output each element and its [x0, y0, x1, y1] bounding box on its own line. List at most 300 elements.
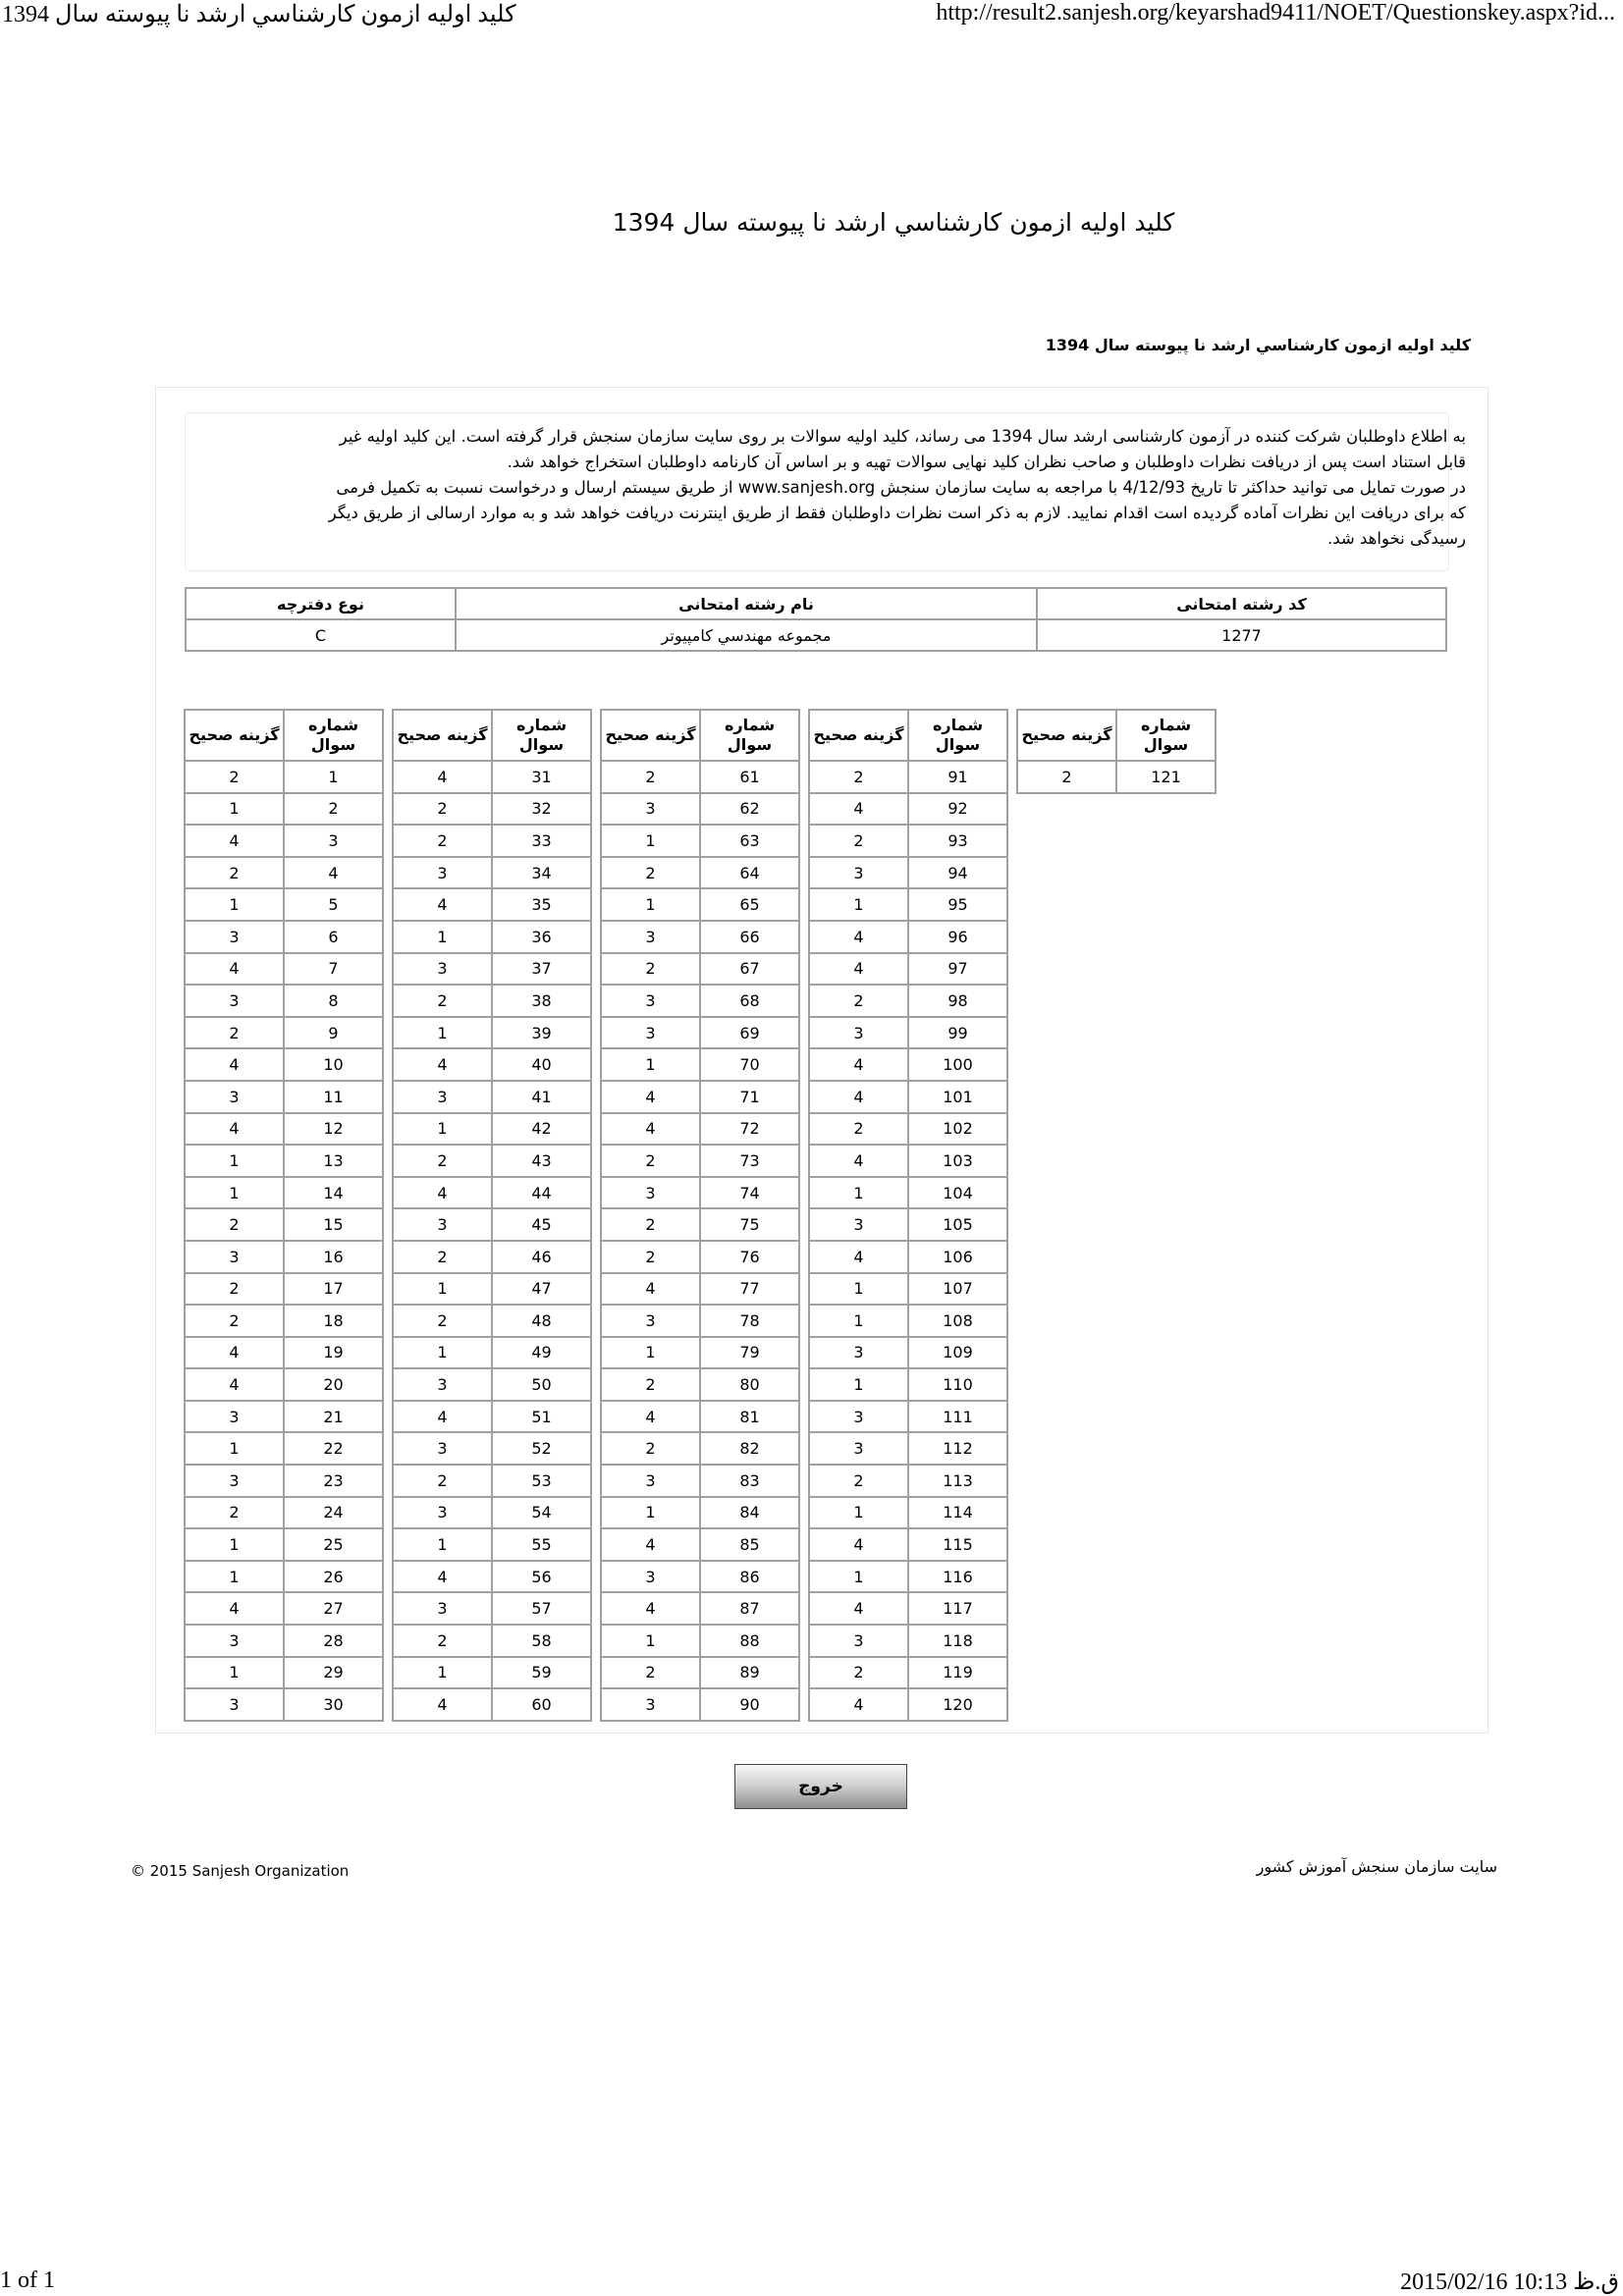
- question-number-header: شماره سوال: [492, 710, 591, 761]
- question-number: 71: [700, 1081, 799, 1113]
- question-number: 64: [700, 857, 799, 889]
- correct-option: 4: [809, 1592, 908, 1625]
- question-number: 82: [700, 1432, 799, 1465]
- table-row: [601, 1592, 799, 1625]
- question-number: 121: [1116, 761, 1216, 793]
- question-number: 88: [700, 1625, 799, 1657]
- correct-option: 2: [809, 1465, 908, 1497]
- correct-option: 2: [601, 1657, 700, 1689]
- table-row: [809, 1305, 1007, 1337]
- table-row: [393, 1368, 591, 1401]
- question-number: 91: [908, 761, 1007, 793]
- correct-option: 4: [185, 1048, 284, 1081]
- question-number: 51: [492, 1401, 591, 1433]
- question-number: 73: [700, 1145, 799, 1177]
- table-row: [601, 1688, 799, 1721]
- correct-option: 4: [185, 1337, 284, 1369]
- correct-option: 2: [809, 1657, 908, 1689]
- table-row: [185, 793, 383, 826]
- question-number: 9: [284, 1017, 383, 1049]
- question-number: 12: [284, 1113, 383, 1146]
- question-number: 112: [908, 1432, 1007, 1465]
- table-row: [809, 1688, 1007, 1721]
- answer-key-header-row: [1017, 710, 1216, 761]
- question-number: 67: [700, 953, 799, 986]
- question-number: 74: [700, 1177, 799, 1209]
- correct-option: 1: [601, 825, 700, 857]
- correct-option: 2: [393, 1145, 492, 1177]
- table-row: [601, 1273, 799, 1306]
- correct-option: 4: [601, 1113, 700, 1146]
- table-row: [601, 793, 799, 826]
- correct-option: 2: [185, 1497, 284, 1529]
- correct-option: 3: [601, 793, 700, 826]
- table-row: [601, 1465, 799, 1497]
- correct-option: 2: [393, 985, 492, 1017]
- correct-option: 1: [185, 888, 284, 921]
- table-row: [809, 1401, 1007, 1433]
- question-number: 14: [284, 1177, 383, 1209]
- correct-option: 4: [393, 1048, 492, 1081]
- question-number: 8: [284, 985, 383, 1017]
- table-row: [601, 1657, 799, 1689]
- table-row: [809, 1465, 1007, 1497]
- correct-option: 3: [185, 1465, 284, 1497]
- question-number: 10: [284, 1048, 383, 1081]
- exam-code-value: 1277: [1037, 619, 1446, 651]
- question-number: 35: [492, 888, 591, 921]
- correct-option: 1: [185, 793, 284, 826]
- question-number: 46: [492, 1241, 591, 1273]
- table-row: [393, 921, 591, 953]
- table-row: [601, 1145, 799, 1177]
- table-row: [601, 1528, 799, 1561]
- question-number: 102: [908, 1113, 1007, 1146]
- question-number: 62: [700, 793, 799, 826]
- notice-paragraph-1: به اطلاع داوطلبان شرکت کننده در آزمون کارشناسی ارشد سال 1394 می رساند، کلید اولیه سوالات بر روی سایت سازمان سنجش قرار گرفته است. این کلید اولیه غیر قابل استناد است پس از دریافت نظرات داوطلبان و صاحب نظران کلید نهایی سوالات تهیه و بر اساس آن کارنامه داوطلبان استخراج خواهد شد.: [339, 427, 1466, 471]
- correct-option: 4: [601, 1592, 700, 1625]
- table-row: [809, 1081, 1007, 1113]
- table-row: [809, 1368, 1007, 1401]
- question-number: 65: [700, 888, 799, 921]
- question-number: 60: [492, 1688, 591, 1721]
- correct-option: 4: [809, 1688, 908, 1721]
- table-row: [185, 1273, 383, 1306]
- table-row: [393, 1145, 591, 1177]
- correct-option: 1: [393, 1017, 492, 1049]
- correct-option: 3: [393, 857, 492, 889]
- question-number: 41: [492, 1081, 591, 1113]
- table-row: [393, 1273, 591, 1306]
- table-row: [185, 1401, 383, 1433]
- table-row: [809, 857, 1007, 889]
- correct-option-header: گزینه صحیح: [809, 710, 908, 761]
- table-row: [393, 985, 591, 1017]
- question-number: 27: [284, 1592, 383, 1625]
- table-row: [393, 1497, 591, 1529]
- correct-option: 3: [601, 1465, 700, 1497]
- question-number: 24: [284, 1497, 383, 1529]
- question-number: 57: [492, 1592, 591, 1625]
- correct-option: 4: [393, 1561, 492, 1593]
- table-row: [1017, 761, 1216, 793]
- table-row: [809, 1273, 1007, 1306]
- table-row: [393, 1017, 591, 1049]
- table-row: [185, 825, 383, 857]
- question-number: 90: [700, 1688, 799, 1721]
- correct-option: 2: [393, 1625, 492, 1657]
- correct-option: 4: [393, 1688, 492, 1721]
- question-number: 16: [284, 1241, 383, 1273]
- question-number: 75: [700, 1208, 799, 1241]
- question-number: 79: [700, 1337, 799, 1369]
- question-number-header: شماره سوال: [908, 710, 1007, 761]
- table-row: [185, 1432, 383, 1465]
- question-number: 72: [700, 1113, 799, 1146]
- correct-option: 2: [393, 793, 492, 826]
- question-number: 63: [700, 825, 799, 857]
- correct-option: 3: [393, 1081, 492, 1113]
- question-number: 36: [492, 921, 591, 953]
- answer-key-table: [808, 709, 1008, 1722]
- question-number: 23: [284, 1465, 383, 1497]
- table-row: [185, 1337, 383, 1369]
- correct-option: 4: [601, 1273, 700, 1306]
- correct-option-header: گزینه صحیح: [1017, 710, 1116, 761]
- table-row: [185, 1081, 383, 1113]
- table-row: [809, 793, 1007, 826]
- question-number: 39: [492, 1017, 591, 1049]
- question-number: 92: [908, 793, 1007, 826]
- question-number: 17: [284, 1273, 383, 1306]
- question-number: 103: [908, 1145, 1007, 1177]
- correct-option: 3: [393, 1432, 492, 1465]
- question-number: 38: [492, 985, 591, 1017]
- exam-info-table: [185, 587, 1447, 652]
- question-number: 44: [492, 1177, 591, 1209]
- correct-option: 1: [393, 1528, 492, 1561]
- table-row: [185, 1177, 383, 1209]
- correct-option: 3: [809, 857, 908, 889]
- correct-option: 4: [809, 1081, 908, 1113]
- page-title: كليد اوليه ازمون كارشناسي ارشد نا پيوسته سال 1394: [612, 208, 1175, 237]
- correct-option: 4: [393, 1177, 492, 1209]
- question-number: 68: [700, 985, 799, 1017]
- correct-option: 2: [185, 1017, 284, 1049]
- correct-option: 1: [185, 1145, 284, 1177]
- question-number: 118: [908, 1625, 1007, 1657]
- table-row: [393, 825, 591, 857]
- question-number: 56: [492, 1561, 591, 1593]
- table-row: [809, 825, 1007, 857]
- question-number: 49: [492, 1337, 591, 1369]
- table-row: [185, 1368, 383, 1401]
- table-row: [809, 1113, 1007, 1146]
- question-number-header: شماره سوال: [1116, 710, 1216, 761]
- question-number: 94: [908, 857, 1007, 889]
- question-number: 22: [284, 1432, 383, 1465]
- correct-option: 3: [809, 1208, 908, 1241]
- correct-option: 1: [809, 1273, 908, 1306]
- table-row: [393, 1657, 591, 1689]
- correct-option: 2: [393, 825, 492, 857]
- exam-info-header-row: [186, 588, 1446, 619]
- correct-option: 2: [601, 953, 700, 986]
- question-number-header: شماره سوال: [700, 710, 799, 761]
- correct-option: 4: [393, 1401, 492, 1433]
- question-number: 77: [700, 1273, 799, 1306]
- correct-option: 2: [601, 1368, 700, 1401]
- answer-key-header-row: [601, 710, 799, 761]
- question-number: 52: [492, 1432, 591, 1465]
- table-row: [185, 953, 383, 986]
- question-number: 98: [908, 985, 1007, 1017]
- question-number: 19: [284, 1337, 383, 1369]
- table-row: [809, 1241, 1007, 1273]
- table-row: [185, 1017, 383, 1049]
- question-number: 105: [908, 1208, 1007, 1241]
- correct-option: 3: [809, 1625, 908, 1657]
- question-number: 42: [492, 1113, 591, 1146]
- correct-option: 4: [393, 888, 492, 921]
- answer-key-tables: [184, 709, 1217, 1722]
- table-row: [185, 1208, 383, 1241]
- table-row: [185, 1305, 383, 1337]
- answer-key-table: [1016, 709, 1217, 794]
- print-header-url: http://result2.sanjesh.org/keyarshad9411/NOET/Questionskey.aspx?id...: [936, 0, 1615, 26]
- question-number: 4: [284, 857, 383, 889]
- table-row: [809, 1625, 1007, 1657]
- table-row: [393, 1592, 591, 1625]
- exam-code-header: کد رشته امتحانی: [1037, 588, 1446, 619]
- table-row: [393, 1208, 591, 1241]
- table-row: [393, 1241, 591, 1273]
- table-row: [185, 1145, 383, 1177]
- correct-option: 1: [393, 1657, 492, 1689]
- question-number: 104: [908, 1177, 1007, 1209]
- correct-option-header: گزینه صحیح: [601, 710, 700, 761]
- correct-option: 1: [185, 1657, 284, 1689]
- correct-option: 2: [185, 1208, 284, 1241]
- correct-option: 3: [809, 1337, 908, 1369]
- question-number: 54: [492, 1497, 591, 1529]
- question-number: 61: [700, 761, 799, 793]
- correct-option: 3: [809, 1432, 908, 1465]
- answer-key-header-row: [185, 710, 383, 761]
- table-row: [601, 1017, 799, 1049]
- question-number: 30: [284, 1688, 383, 1721]
- table-row: [809, 1145, 1007, 1177]
- correct-option-header: گزینه صحیح: [185, 710, 284, 761]
- question-number: 70: [700, 1048, 799, 1081]
- table-row: [809, 1208, 1007, 1241]
- table-row: [809, 761, 1007, 793]
- answer-key-table: [184, 709, 384, 1722]
- question-number: 110: [908, 1368, 1007, 1401]
- table-row: [601, 1113, 799, 1146]
- site-name-link[interactable]: سایت سازمان سنجش آموزش کشور: [1256, 1857, 1497, 1876]
- table-row: [601, 888, 799, 921]
- question-number: 84: [700, 1497, 799, 1529]
- table-row: [185, 1465, 383, 1497]
- print-header-page-title: كليد اوليه ازمون كارشناسي ارشد نا پيوسته سال 1394: [2, 2, 516, 27]
- correct-option: 1: [185, 1561, 284, 1593]
- question-number: 33: [492, 825, 591, 857]
- table-row: [809, 888, 1007, 921]
- table-row: [601, 1337, 799, 1369]
- question-number: 1: [284, 761, 383, 793]
- table-row: [809, 1048, 1007, 1081]
- notice-text: [327, 424, 1466, 552]
- correct-option: 3: [393, 1208, 492, 1241]
- table-row: [809, 1337, 1007, 1369]
- correct-option: 3: [601, 985, 700, 1017]
- correct-option: 3: [393, 1497, 492, 1529]
- correct-option: 2: [185, 1273, 284, 1306]
- table-row: [809, 921, 1007, 953]
- correct-option: 2: [809, 761, 908, 793]
- correct-option: 1: [601, 1497, 700, 1529]
- table-row: [185, 1688, 383, 1721]
- question-number: 76: [700, 1241, 799, 1273]
- table-row: [601, 1368, 799, 1401]
- page-subtitle: كليد اوليه ازمون كارشناسي ارشد نا پيوسته سال 1394: [1045, 336, 1471, 354]
- correct-option: 4: [601, 1081, 700, 1113]
- question-number: 2: [284, 793, 383, 826]
- table-row: [393, 793, 591, 826]
- correct-option: 4: [393, 761, 492, 793]
- correct-option: 2: [809, 825, 908, 857]
- correct-option: 2: [601, 1208, 700, 1241]
- answer-key-header-row: [393, 710, 591, 761]
- correct-option: 4: [809, 1048, 908, 1081]
- question-number: 97: [908, 953, 1007, 986]
- answer-key-table: [392, 709, 592, 1722]
- question-number: 21: [284, 1401, 383, 1433]
- question-number: 113: [908, 1465, 1007, 1497]
- question-number: 99: [908, 1017, 1007, 1049]
- table-row: [393, 1625, 591, 1657]
- question-number: 78: [700, 1305, 799, 1337]
- exam-name-header: نام رشته امتحانی: [456, 588, 1037, 619]
- question-number: 13: [284, 1145, 383, 1177]
- question-number: 32: [492, 793, 591, 826]
- correct-option: 4: [601, 1528, 700, 1561]
- print-footer-datetime: 2015/02/16 10:13 ق.ظ: [1400, 2269, 1619, 2295]
- correct-option: 3: [185, 1241, 284, 1273]
- table-row: [809, 1017, 1007, 1049]
- table-row: [601, 1432, 799, 1465]
- correct-option: 3: [185, 1688, 284, 1721]
- correct-option: 2: [1017, 761, 1116, 793]
- question-number: 5: [284, 888, 383, 921]
- correct-option: 3: [393, 1368, 492, 1401]
- correct-option: 3: [393, 953, 492, 986]
- booklet-type-value: C: [186, 619, 456, 651]
- correct-option: 4: [185, 1368, 284, 1401]
- correct-option: 1: [601, 1625, 700, 1657]
- correct-option: 1: [809, 1497, 908, 1529]
- table-row: [601, 1177, 799, 1209]
- question-number: 108: [908, 1305, 1007, 1337]
- table-row: [601, 825, 799, 857]
- question-number: 7: [284, 953, 383, 986]
- notice-paragraph-2: در صورت تمایل می توانید حداکثر تا تاریخ 4/12/93 با مراجعه به سایت سازمان سنجش www.sanjesh.org از طریق سیستم ارسال و درخواست نسبت به تکمیل فرمی که برای دریافت این نظرات آماده گردیده است اقدام نمایید. لازم به ذکر است نظرات داوطلبان فقط از طریق اینترنت دریافت خواهد شد و به موارد ارسالی از طریق دیگر رسیدگی نخواهد شد.: [328, 478, 1466, 548]
- correct-option: 4: [809, 953, 908, 986]
- table-row: [601, 1401, 799, 1433]
- table-row: [809, 1177, 1007, 1209]
- question-number: 25: [284, 1528, 383, 1561]
- question-number: 85: [700, 1528, 799, 1561]
- correct-option: 3: [601, 1305, 700, 1337]
- table-row: [393, 888, 591, 921]
- correct-option: 1: [809, 1305, 908, 1337]
- question-number: 50: [492, 1368, 591, 1401]
- table-row: [185, 1497, 383, 1529]
- correct-option: 1: [393, 1273, 492, 1306]
- table-row: [185, 857, 383, 889]
- question-number: 81: [700, 1401, 799, 1433]
- correct-option: 1: [601, 888, 700, 921]
- correct-option: 1: [185, 1177, 284, 1209]
- question-number: 106: [908, 1241, 1007, 1273]
- table-row: [185, 888, 383, 921]
- correct-option: 2: [601, 1241, 700, 1273]
- question-number: 66: [700, 921, 799, 953]
- correct-option: 3: [809, 1017, 908, 1049]
- question-number: 29: [284, 1657, 383, 1689]
- exit-button[interactable]: خروج: [734, 1764, 907, 1809]
- question-number: 89: [700, 1657, 799, 1689]
- table-row: [809, 1497, 1007, 1529]
- table-row: [601, 1048, 799, 1081]
- correct-option: 4: [809, 1241, 908, 1273]
- question-number: 28: [284, 1625, 383, 1657]
- correct-option: 1: [601, 1337, 700, 1369]
- question-number: 43: [492, 1145, 591, 1177]
- question-number: 26: [284, 1561, 383, 1593]
- correct-option: 2: [393, 1241, 492, 1273]
- question-number: 100: [908, 1048, 1007, 1081]
- question-number: 34: [492, 857, 591, 889]
- correct-option: 3: [185, 921, 284, 953]
- correct-option: 2: [185, 761, 284, 793]
- table-row: [601, 1081, 799, 1113]
- table-row: [809, 1432, 1007, 1465]
- table-row: [185, 1657, 383, 1689]
- question-number: 116: [908, 1561, 1007, 1593]
- question-number: 40: [492, 1048, 591, 1081]
- correct-option: 2: [185, 857, 284, 889]
- question-number: 11: [284, 1081, 383, 1113]
- correct-option: 1: [393, 1113, 492, 1146]
- question-number-header: شماره سوال: [284, 710, 383, 761]
- table-row: [393, 1305, 591, 1337]
- correct-option: 1: [185, 1528, 284, 1561]
- table-row: [809, 953, 1007, 986]
- correct-option: 4: [185, 1113, 284, 1146]
- correct-option: 3: [185, 1081, 284, 1113]
- table-row: [185, 1625, 383, 1657]
- table-row: [185, 1561, 383, 1593]
- table-row: [601, 1241, 799, 1273]
- question-number: 48: [492, 1305, 591, 1337]
- question-number: 59: [492, 1657, 591, 1689]
- exam-name-value: مجموعه مهندسي كامپيوتر: [456, 619, 1037, 651]
- correct-option: 4: [185, 953, 284, 986]
- question-number: 111: [908, 1401, 1007, 1433]
- table-row: [185, 1592, 383, 1625]
